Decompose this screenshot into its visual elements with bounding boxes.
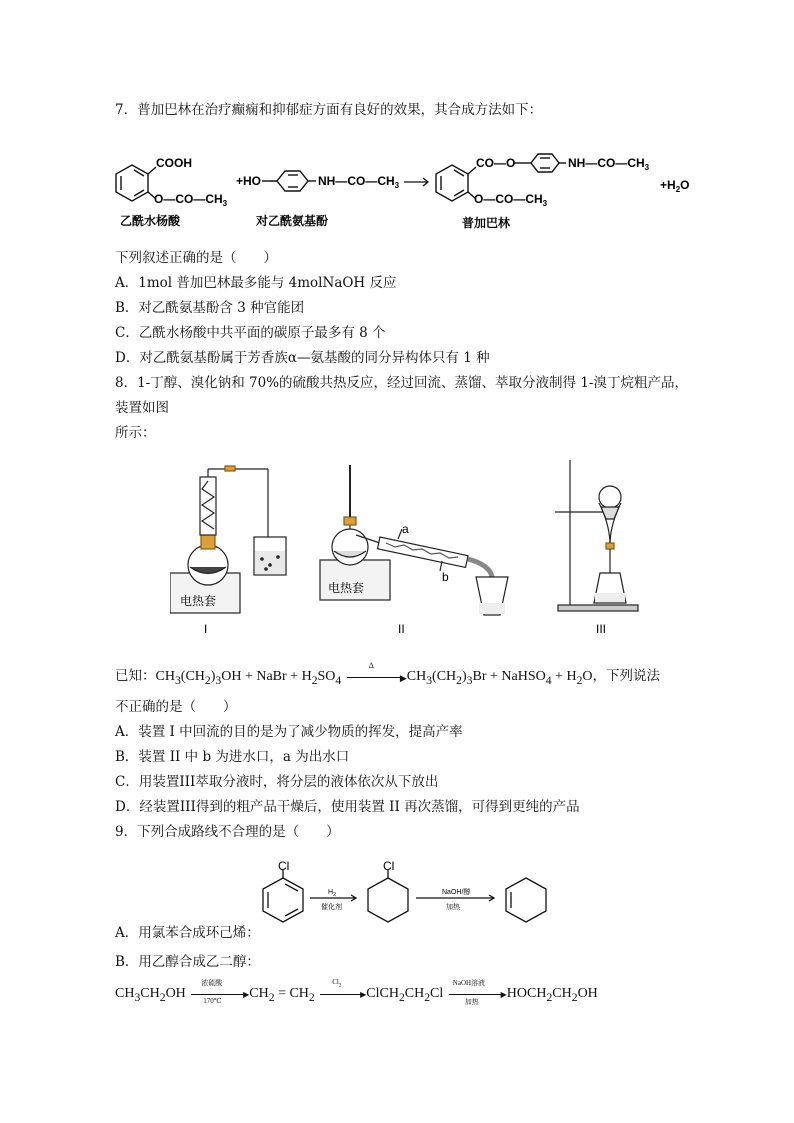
r1-cooh: COOH [156,156,192,170]
heater2-label: 电热套 [328,581,365,595]
svg-text:H2: $H_2$ [328,889,336,898]
q8-ask: 不正确的是（ ） [115,699,237,715]
svg-text:NH—CO—CH3: $NH—CO—CH_3$ [568,156,650,172]
product-ring2 [514,154,566,172]
reaction-arrow [404,178,428,186]
q8-stem1: 8．1-丁醇、溴化钠和 70%的硫酸共热反应，经过回流、蒸馏、萃取分液制得 1-溴丁烷粗产品， [115,375,688,391]
svg-text:加热: 加热 [446,904,460,911]
label-II: II [398,622,405,636]
apparatus-I [170,466,286,613]
r2-name: 对乙酰氨基酚 [256,214,329,228]
r1-name: 乙酰水杨酸 [120,214,181,228]
q8-option-d: D．经装置III得到的粗产品干燥后，使用装置 II 再次蒸馏，可得到更纯的产品 [115,799,580,815]
q9-option-a: A．用氯苯合成环己烯： [115,925,260,941]
svg-text:+H2O: $+H_2O$ [660,178,690,194]
q8-stem2: 装置如图 [115,400,169,416]
label-III: III [596,622,607,636]
plus-ho: +HO [236,174,262,188]
q7-option-d: D．对乙酰氨基酚属于芳香族α—氨基酸的同分异构体只有 1 种 [115,350,490,366]
q7-option-c: C．乙酰水杨酸中共平面的碳原子最多有 8 个 [115,325,386,341]
svg-text:催化剂: 催化剂 [321,904,342,911]
svg-text:NaOH/醇: NaOH/醇 [442,889,471,896]
aminophenol-ring [262,171,316,191]
product-name: 普加巴林 [462,216,511,230]
port-b-label: b [442,570,449,584]
label-I: I [204,622,208,636]
q8-known-equation: 已知：$CH_3(CH_2)_3OH$ + NaBr + $H_2SO_4$ Δ ▶ $CH_3(CH_2)_3Br$ + NaHSO$_4$ + $H_2O$，下列说法 [115,660,661,687]
apparatus-III [555,460,638,611]
q8-option-a: A．装置 I 中回流的目的是为了减少物质的挥发，提高产率 [115,724,463,740]
svg-text:O—CO—CH3: $O—CO—CH_3$ [154,192,228,208]
q8-apparatus-figure [170,455,650,645]
q9-option-b: B．用乙醇合成乙二醇： [115,954,260,970]
svg-text:NH—CO—CH3: $NH—CO—CH_3$ [318,174,400,190]
q7-option-b: B．对乙酰氨基酚含 3 种官能团 [115,300,305,316]
q8-stem3: 所示： [115,425,156,441]
q9-scheme-a [258,858,568,938]
port-a-label: a [402,522,409,536]
heat-arrow: Δ ▶ [345,671,407,683]
q9-scheme-b: $CH_3CH_2OH$ 浓硫酸 ▶ 170℃ $CH_2 = CH_2$ $Cl_2$ ▶ $ClCH_2CH_2Cl$ NaOH溶液 ▶ 加热 $HOCH_2CH_2OH$ [115,977,598,1006]
q7-stem: 7．普加巴林在治疗癫痫和抑郁症方面有良好的效果，其合成方法如下： [115,102,543,118]
svg-text:O—CO—CH3: $O—CO—CH_3$ [474,192,548,208]
q8-option-c: C．用装置III萃取分液时，将分层的液体依次从下放出 [115,774,439,790]
svg-text:CO—O: CO—O [476,156,516,170]
q7-reaction-scheme [110,145,710,240]
q7-option-a: A．1mol 普加巴林最多能与 4molNaOH 反应 [115,275,397,291]
heater1-label: 电热套 [180,594,217,608]
svg-text:Cl: Cl [278,859,290,873]
svg-text:Cl: Cl [383,859,395,873]
q8-option-b: B．装置 II 中 b 为进水口，a 为出水口 [115,749,350,765]
product-ring1 [436,165,476,201]
q9-stem: 9．下列合成路线不合理的是（ ） [115,824,340,840]
acetylsalicylic-ring [116,165,156,201]
q7-ask: 下列叙述正确的是（ ） [115,250,277,266]
